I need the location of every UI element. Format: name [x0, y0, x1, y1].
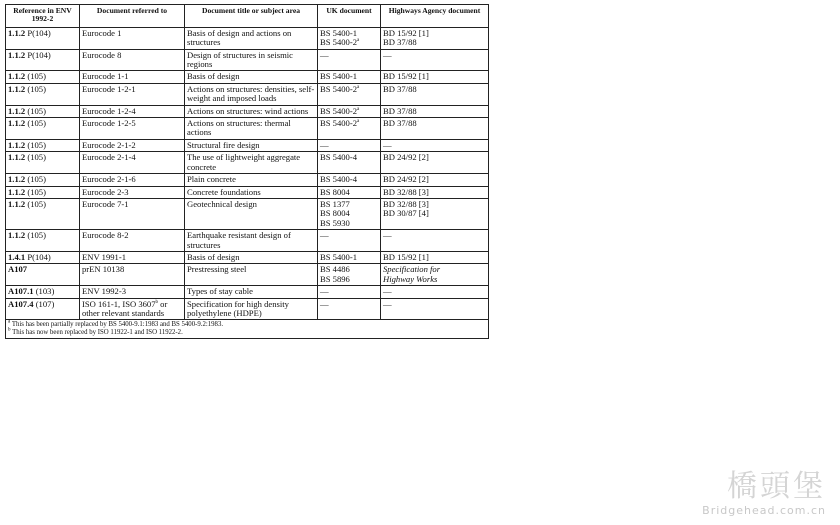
header-reference: Reference in ENV 1992-2: [6, 5, 80, 28]
highways-agency-document: BD 32/88 [3]: [383, 186, 429, 197]
document-name: Eurocode 1-2-4: [82, 105, 136, 116]
title-cell: The use of lightweight aggregate concrete: [185, 152, 318, 174]
highways-agency-cell: [381, 286, 489, 298]
footnote-mark: a: [8, 320, 11, 326]
highways-agency-document: BD 24/92 [2]: [383, 174, 429, 185]
uk-document: BS 5400-2: [320, 37, 358, 48]
title-cell: Actions on structures: wind actions: [185, 105, 318, 117]
document-cell: [80, 198, 185, 229]
reference-page: P(104): [25, 49, 51, 60]
reference-cell: [6, 251, 80, 263]
reference-page: (105): [25, 118, 46, 129]
notes-row: [6, 320, 489, 339]
reference-cell: [6, 230, 80, 252]
header-highways-agency: Highways Agency document: [381, 5, 489, 28]
reference-clause: 1.1.2: [8, 230, 26, 241]
table-row: [6, 264, 489, 286]
reference-cell: [6, 198, 80, 229]
footnote: [8, 321, 486, 329]
uk-document: BS 8004: [320, 208, 350, 219]
uk-document-line: [320, 107, 378, 116]
table-row: [6, 118, 489, 140]
title-cell: Plain concrete: [185, 174, 318, 186]
table-row: [6, 27, 489, 49]
highways-agency-cell: [381, 139, 489, 151]
reference-clause: 1.1.2: [8, 83, 26, 94]
uk-document-line: [320, 141, 378, 150]
uk-document-cell: [318, 198, 381, 229]
uk-document-cell: [318, 118, 381, 140]
uk-document-line: [320, 175, 378, 184]
highways-agency-cell: [381, 49, 489, 71]
reference-clause: 1.1.2: [8, 174, 26, 185]
highways-agency-document: —: [383, 49, 392, 60]
uk-document-line: [320, 38, 378, 47]
highways-agency-document: BD 15/92 [1]: [383, 71, 429, 82]
reference-clause: 1.1.2: [8, 186, 26, 197]
document-name: ENV 1992-3: [82, 286, 127, 297]
uk-document: BS 5896: [320, 273, 350, 284]
highways-agency-document: —: [383, 139, 392, 150]
reference-cell: [6, 139, 80, 151]
table-row: [6, 286, 489, 298]
uk-document: BS 5400-1: [320, 71, 358, 82]
reference-page: (105): [25, 230, 46, 241]
uk-document: BS 5400-2: [320, 83, 358, 94]
uk-document: BS 5930: [320, 217, 350, 228]
table-row: [6, 230, 489, 252]
document-name: Eurocode 2-1-4: [82, 152, 136, 163]
uk-document-line: [320, 188, 378, 197]
title-cell: Actions on structures: thermal actions: [185, 118, 318, 140]
highways-agency-cell: [381, 264, 489, 286]
uk-document: —: [320, 298, 329, 309]
uk-document-line: [320, 119, 378, 128]
table-row: [6, 198, 489, 229]
uk-document-cell: [318, 83, 381, 105]
reference-page: (105): [25, 83, 46, 94]
reference-clause: 1.1.2: [8, 27, 26, 38]
document-name: Eurocode 8-2: [82, 230, 129, 241]
document-cell: [80, 71, 185, 83]
reference-clause: 1.1.2: [8, 139, 26, 150]
document-cell: [80, 27, 185, 49]
table-row: [6, 139, 489, 151]
footnote-text: This has been partially replaced by BS 5400-9.1:1983 and BS 5400-9.2:1983.: [11, 321, 224, 329]
document-cell: [80, 152, 185, 174]
reference-cell: [6, 118, 80, 140]
uk-document-cell: [318, 152, 381, 174]
highways-agency-cell: [381, 174, 489, 186]
uk-document-cell: [318, 71, 381, 83]
highways-agency-document: BD 30/87 [4]: [383, 208, 429, 219]
reference-clause: 1.1.2: [8, 49, 26, 60]
table-body: [6, 27, 489, 320]
highways-agency-cell: [381, 71, 489, 83]
title-cell: Structural fire design: [185, 139, 318, 151]
table-row: [6, 174, 489, 186]
title-cell: Specification for high density polyethylene (HDPE): [185, 298, 318, 320]
uk-document: BS 5400-4: [320, 174, 358, 185]
highways-agency-cell: [381, 152, 489, 174]
highways-agency-cell: [381, 186, 489, 198]
uk-document-line: [320, 231, 378, 240]
uk-document-line: [320, 287, 378, 296]
highways-agency-document: Highway Works: [383, 273, 438, 284]
highways-agency-document: BD 37/88: [383, 83, 417, 94]
highways-agency-cell: [381, 230, 489, 252]
uk-document-line: [320, 300, 378, 309]
footnotes: [6, 320, 489, 339]
reference-page: (107): [33, 298, 55, 309]
reference-cell: [6, 49, 80, 71]
title-cell: Basis of design: [185, 71, 318, 83]
reference-page: P(104): [25, 27, 51, 38]
title-cell: Basis of design: [185, 251, 318, 263]
title-cell: Types of stay cable: [185, 286, 318, 298]
reference-cell: [6, 105, 80, 117]
uk-document-line: [320, 275, 378, 284]
reference-cell: [6, 152, 80, 174]
highways-agency-cell: [381, 118, 489, 140]
uk-document-cell: [318, 139, 381, 151]
reference-clause: 1.1.2: [8, 118, 26, 129]
uk-document-line: [320, 253, 378, 262]
title-cell: Basis of design and actions on structures: [185, 27, 318, 49]
uk-document-cell: [318, 251, 381, 263]
document-name: Eurocode 2-1-2: [82, 139, 136, 150]
reference-page: (105): [25, 139, 46, 150]
reference-cell: [6, 286, 80, 298]
document-cell: [80, 139, 185, 151]
highways-agency-document: —: [383, 298, 392, 309]
footnote-mark: a: [357, 38, 360, 44]
uk-document: BS 8004: [320, 186, 350, 197]
highways-agency-cell: [381, 198, 489, 229]
reference-table: [5, 4, 489, 339]
document-name: Eurocode 1-1: [82, 71, 129, 82]
uk-document-cell: [318, 27, 381, 49]
reference-page: (105): [25, 152, 46, 163]
reference-cell: [6, 83, 80, 105]
document-name: Eurocode 1: [82, 27, 122, 38]
table-row: [6, 105, 489, 117]
footnote-mark: b: [155, 299, 159, 305]
document-cell: [80, 83, 185, 105]
uk-document-cell: [318, 264, 381, 286]
uk-document: BS 1377: [320, 198, 350, 209]
document-name: Eurocode 2-1-6: [82, 174, 136, 185]
highways-agency-cell: [381, 27, 489, 49]
reference-page: (105): [25, 174, 46, 185]
reference-clause: 1.1.2: [8, 152, 26, 163]
reference-cell: [6, 186, 80, 198]
table-row: [6, 71, 489, 83]
highways-agency-cell: [381, 105, 489, 117]
highways-agency-cell: [381, 251, 489, 263]
uk-document-line: [320, 72, 378, 81]
document-cell: [80, 230, 185, 252]
header-row: [6, 5, 489, 28]
highways-agency-document: BD 37/88: [383, 37, 417, 48]
reference-cell: [6, 298, 80, 320]
highways-agency-cell: [381, 298, 489, 320]
reference-clause: 1.1.2: [8, 105, 26, 116]
reference-clause: 1.1.2: [8, 198, 26, 209]
reference-cell: [6, 264, 80, 286]
reference-clause: 1.1.2: [8, 71, 26, 82]
document-cell: [80, 49, 185, 71]
highways-agency-document: Specification for: [383, 264, 441, 275]
document-name: Eurocode 8: [82, 49, 122, 60]
reference-cell: [6, 27, 80, 49]
title-cell: Concrete foundations: [185, 186, 318, 198]
footnote: [8, 329, 486, 337]
title-cell: Prestressing steel: [185, 264, 318, 286]
uk-document: —: [320, 49, 329, 60]
uk-document-cell: [318, 105, 381, 117]
header-uk-document: UK document: [318, 5, 381, 28]
document-cell: [80, 186, 185, 198]
highways-agency-document: BD 15/92 [1]: [383, 27, 429, 38]
uk-document: —: [320, 286, 329, 297]
title-cell: Earthquake resistant design of structures: [185, 230, 318, 252]
reference-cell: [6, 174, 80, 186]
uk-document-cell: [318, 230, 381, 252]
table-row: [6, 83, 489, 105]
uk-document: —: [320, 139, 329, 150]
document-name: ENV 1991-1: [82, 251, 127, 262]
uk-document: —: [320, 230, 329, 241]
uk-document-line: [320, 51, 378, 60]
highways-agency-document: BD 15/92 [1]: [383, 251, 429, 262]
document-name: Eurocode 7-1: [82, 198, 129, 209]
uk-document: BS 5400-2: [320, 105, 358, 116]
document-cell: [80, 251, 185, 263]
uk-document-cell: [318, 186, 381, 198]
header-document: Document referred to: [80, 5, 185, 28]
document-name: ISO 161-1, ISO 3607: [82, 298, 156, 309]
uk-document: BS 4486: [320, 264, 350, 275]
table-row: [6, 251, 489, 263]
table-row: [6, 298, 489, 320]
document-cell: [80, 286, 185, 298]
reference-page: P(104): [25, 251, 51, 262]
reference-clause: A107.4: [8, 298, 34, 309]
reference-clause: A107.1: [8, 286, 34, 297]
reference-page: (105): [25, 198, 46, 209]
uk-document-line: [320, 85, 378, 94]
footnote-mark: a: [357, 84, 360, 90]
highways-agency-document: BD 32/88 [3]: [383, 198, 429, 209]
highways-agency-cell: [381, 83, 489, 105]
footnote-mark: a: [357, 106, 360, 112]
uk-document: BS 5400-2: [320, 118, 358, 129]
reference-page: (103): [33, 286, 55, 297]
reference-cell: [6, 71, 80, 83]
uk-document-cell: [318, 298, 381, 320]
document-cell: [80, 264, 185, 286]
reference-page: (105): [25, 186, 46, 197]
reference-clause: A107: [8, 264, 28, 275]
highways-agency-document: BD 37/88: [383, 118, 417, 129]
uk-document-cell: [318, 286, 381, 298]
footnote-mark: b: [8, 327, 11, 333]
uk-document: BS 5400-1: [320, 251, 358, 262]
highways-agency-document: BD 37/88: [383, 105, 417, 116]
document-cell: [80, 174, 185, 186]
document-name: Eurocode 2-3: [82, 186, 129, 197]
table-row: [6, 186, 489, 198]
uk-document-cell: [318, 49, 381, 71]
watermark-url: Bridgehead.com.cn: [702, 504, 826, 517]
reference-page: (105): [25, 71, 46, 82]
document-cell: [80, 105, 185, 117]
document-cell: [80, 298, 185, 320]
uk-document: BS 5400-1: [320, 27, 358, 38]
reference-clause: 1.4.1: [8, 251, 26, 262]
title-cell: Design of structures in seismic regions: [185, 49, 318, 71]
footnote-text: This has now been replaced by ISO 11922-1 and ISO 11922-2.: [12, 329, 183, 337]
document-name-rest: or other relevant standards: [82, 298, 168, 318]
document-name: prEN 10138: [82, 264, 125, 275]
header-title: Document title or subject area: [185, 5, 318, 28]
title-cell: Actions on structures: densities, self-weight and imposed loads: [185, 83, 318, 105]
highways-agency-document: BD 24/92 [2]: [383, 152, 429, 163]
uk-document: BS 5400-4: [320, 152, 358, 163]
table-row: [6, 152, 489, 174]
highways-agency-document: —: [383, 230, 392, 241]
title-cell: Geotechnical design: [185, 198, 318, 229]
uk-document-line: [320, 219, 378, 228]
uk-document-cell: [318, 174, 381, 186]
highways-agency-document: —: [383, 286, 392, 297]
uk-document-line: [320, 153, 378, 162]
footnote-mark: a: [357, 119, 360, 125]
document-cell: [80, 118, 185, 140]
table-row: [6, 49, 489, 71]
reference-page: (105): [25, 105, 46, 116]
document-name: Eurocode 1-2-1: [82, 83, 136, 94]
document-name: Eurocode 1-2-5: [82, 118, 136, 129]
watermark: [702, 470, 826, 517]
watermark-logo: 橋頭堡: [727, 469, 826, 504]
